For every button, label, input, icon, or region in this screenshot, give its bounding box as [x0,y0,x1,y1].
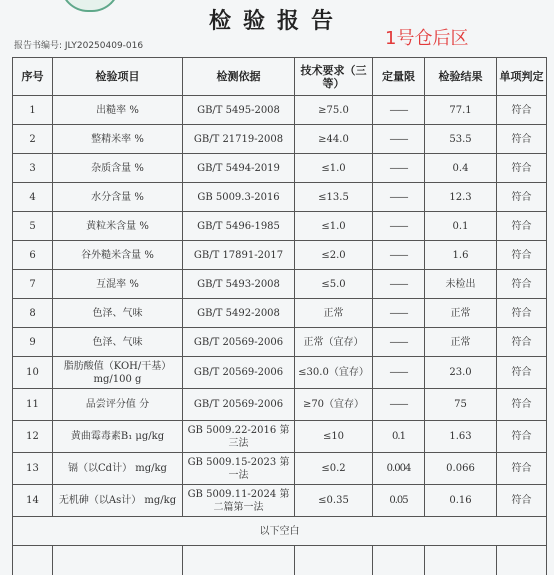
report-number: 报告书编号: JLY20250409-016 [14,41,144,51]
cell-basis: GB/T 5495-2008 [183,96,295,125]
cell-basis: GB/T 20569-2006 [183,389,295,421]
cell-limit: —— [373,328,425,357]
cell-item: 无机砷（以As计） mg/kg [53,485,183,517]
table-row [13,328,547,357]
cell-seq: 3 [13,154,53,183]
table-row [13,154,547,183]
cell-requirement: ≥70（宜存） [295,389,373,421]
cell-judgement: 符合 [497,357,547,389]
table-row [13,357,547,389]
cell-limit: —— [373,241,425,270]
header-result: 检验结果 [425,58,497,96]
cell-limit: —— [373,299,425,328]
cell-result: 75 [425,389,497,421]
cell-requirement: ≤0.35 [295,485,373,517]
cell-judgement: 符合 [497,299,547,328]
blank-cell [183,546,295,575]
cell-result: 0.1 [425,212,497,241]
cell-basis: GB 5009.3-2016 [183,183,295,212]
cell-basis: GB/T 5492-2008 [183,299,295,328]
cell-result: 77.1 [425,96,497,125]
cell-result: 0.4 [425,154,497,183]
table-row [13,96,547,125]
cell-item: 镉（以Cd计） mg/kg [53,453,183,485]
cell-item: 出糙率 % [53,96,183,125]
cell-result: 正常 [425,299,497,328]
cell-judgement: 符合 [497,241,547,270]
header-limit: 定量限 [373,58,425,96]
blank-cell [373,546,425,575]
cell-requirement: ≤1.0 [295,154,373,183]
cell-requirement: ≥44.0 [295,125,373,154]
cell-judgement: 符合 [497,485,547,517]
cell-requirement: ≤1.0 [295,212,373,241]
cell-judgement: 符合 [497,183,547,212]
cell-limit: —— [373,154,425,183]
cell-limit: 0.1 [373,421,425,453]
cell-result: 未检出 [425,270,497,299]
cell-requirement: 正常（宜存） [295,328,373,357]
table-footer-row [13,517,547,546]
cell-judgement: 符合 [497,154,547,183]
cell-requirement: ≤2.0 [295,241,373,270]
cell-item: 色泽、气味 [53,328,183,357]
cell-item: 杂质含量 % [53,154,183,183]
blank-cell [13,546,53,575]
cell-seq: 11 [13,389,53,421]
cell-result: 1.6 [425,241,497,270]
page-title: 检验报告 [208,8,345,34]
cell-judgement: 符合 [497,270,547,299]
cell-basis: GB 5009.22-2016 第三法 [183,421,295,453]
table-header-row [13,58,547,96]
cell-limit: —— [373,183,425,212]
inspection-table [12,57,547,575]
header-requirement: 技术要求（三等） [295,58,373,96]
cell-judgement: 符合 [497,328,547,357]
cell-item: 互混率 % [53,270,183,299]
table-blank-row [13,546,547,575]
blank-cell [53,546,183,575]
cell-seq: 13 [13,453,53,485]
cell-limit: —— [373,270,425,299]
cell-judgement: 符合 [497,453,547,485]
cell-basis: GB/T 21719-2008 [183,125,295,154]
blank-cell [497,546,547,575]
cell-item: 整精米率 % [53,125,183,154]
table-row [13,299,547,328]
cell-basis: GB/T 20569-2006 [183,328,295,357]
cell-result: 0.16 [425,485,497,517]
cell-limit: —— [373,96,425,125]
cell-limit: 0.05 [373,485,425,517]
cell-result: 23.0 [425,357,497,389]
cell-seq: 8 [13,299,53,328]
table-row [13,453,547,485]
cell-limit: —— [373,389,425,421]
cell-basis: GB 5009.11-2024 第二篇第一法 [183,485,295,517]
cell-requirement: ≤30.0（宜存） [295,357,373,389]
blank-cell [295,546,373,575]
table-row [13,485,547,517]
cell-limit: —— [373,357,425,389]
cell-requirement: ≥75.0 [295,96,373,125]
cell-seq: 2 [13,125,53,154]
header-judgement: 单项判定 [497,58,547,96]
header-basis: 检测依据 [183,58,295,96]
table-row [13,270,547,299]
cell-seq: 9 [13,328,53,357]
cell-basis: GB/T 17891-2017 [183,241,295,270]
cell-item: 水分含量 % [53,183,183,212]
cell-seq: 12 [13,421,53,453]
cell-basis: GB 5009.15-2023 第一法 [183,453,295,485]
cell-basis: GB/T 5494-2019 [183,154,295,183]
cell-item: 品尝评分值 分 [53,389,183,421]
header-item: 检验项目 [53,58,183,96]
cell-requirement: ≤10 [295,421,373,453]
cell-result: 12.3 [425,183,497,212]
cell-requirement: ≤5.0 [295,270,373,299]
cell-seq: 1 [13,96,53,125]
cell-item: 脂肪酸值（KOH/干基）mg/100 g [53,357,183,389]
footer-blank-note: 以下空白 [13,517,547,546]
cell-requirement: 正常 [295,299,373,328]
cell-limit: —— [373,212,425,241]
cell-basis: GB/T 20569-2006 [183,357,295,389]
cell-requirement: ≤13.5 [295,183,373,212]
table-row [13,241,547,270]
cell-item: 黄曲霉毒素B₁ μg/kg [53,421,183,453]
cell-basis: GB/T 5493-2008 [183,270,295,299]
cell-requirement: ≤0.2 [295,453,373,485]
blank-cell [425,546,497,575]
cell-seq: 14 [13,485,53,517]
cell-seq: 7 [13,270,53,299]
location-annotation: 1号仓后区 [385,28,469,49]
cell-judgement: 符合 [497,389,547,421]
cell-item: 黄粒米含量 % [53,212,183,241]
table-row [13,421,547,453]
header-seq: 序号 [13,58,53,96]
cell-seq: 4 [13,183,53,212]
cell-result: 正常 [425,328,497,357]
cell-seq: 6 [13,241,53,270]
cell-basis: GB/T 5496-1985 [183,212,295,241]
cell-judgement: 符合 [497,125,547,154]
cell-item: 色泽、气味 [53,299,183,328]
table-row [13,183,547,212]
cell-seq: 10 [13,357,53,389]
cell-judgement: 符合 [497,96,547,125]
cell-limit: —— [373,125,425,154]
table-row [13,389,547,421]
cell-seq: 5 [13,212,53,241]
cell-judgement: 符合 [497,421,547,453]
cell-judgement: 符合 [497,212,547,241]
cell-result: 0.066 [425,453,497,485]
cell-limit: 0.004 [373,453,425,485]
table-row [13,125,547,154]
cell-item: 谷外糙米含量 % [53,241,183,270]
cell-result: 53.5 [425,125,497,154]
table-row [13,212,547,241]
cell-result: 1.63 [425,421,497,453]
